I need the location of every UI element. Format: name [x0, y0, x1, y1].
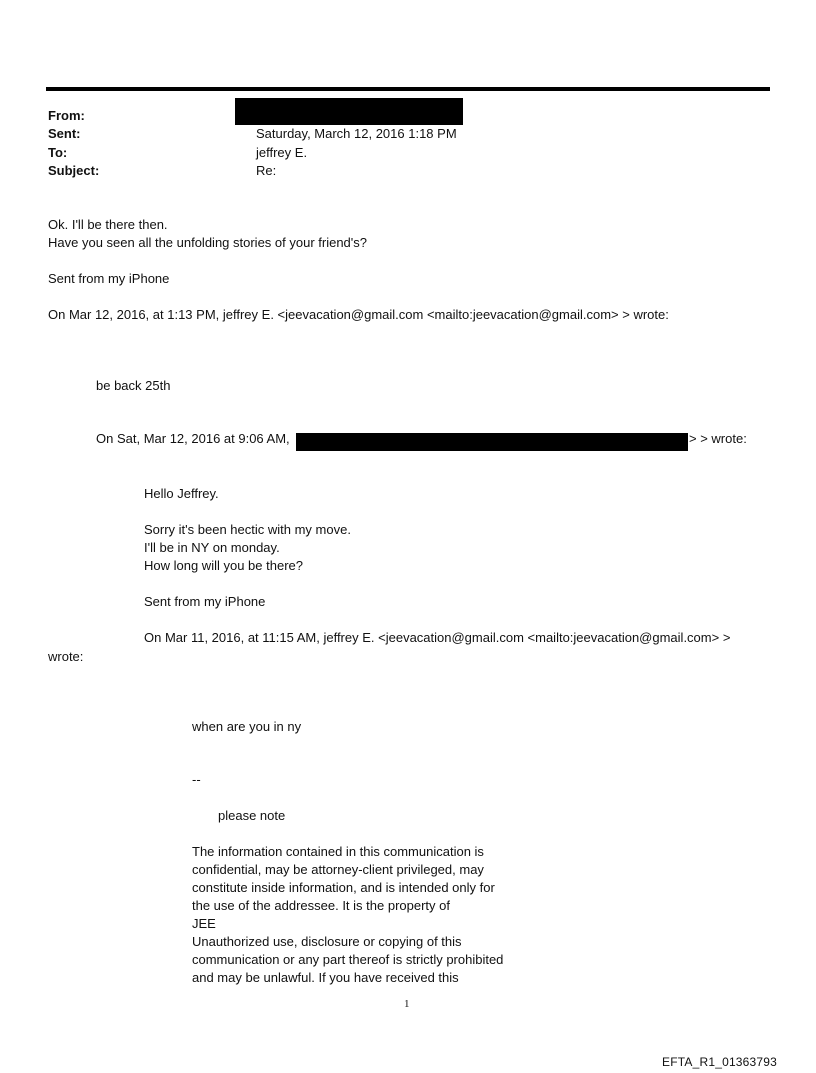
redacted-from	[235, 98, 463, 125]
header-rule	[46, 87, 770, 91]
quote3-text: when are you in ny	[192, 719, 302, 734]
disclaimer-line: communication or any part thereof is strictly prohibited	[192, 952, 504, 967]
page-number: 1	[404, 998, 410, 1010]
to-value: jeffrey E.	[256, 145, 308, 160]
body-line-1: Ok. I'll be there then.	[48, 217, 168, 232]
disclaimer-line: and may be unlawful. If you have received this	[192, 970, 459, 985]
quote2-line-3: How long will you be there?	[144, 558, 303, 573]
quote2-header-end: > > wrote:	[689, 431, 747, 446]
disclaimer-line: confidential, may be attorney-client privileged, may	[192, 862, 484, 877]
subject-value: Re:	[256, 163, 277, 178]
sent-value: Saturday, March 12, 2016 1:18 PM	[256, 126, 457, 141]
quote3-header: On Mar 11, 2016, at 11:15 AM, jeffrey E. <jeevacation@gmail.com <mailto:jeevacation@gmail.com> >	[144, 630, 731, 645]
bates-number: EFTA_R1_01363793	[662, 1055, 778, 1069]
quote1-text: be back 25th	[96, 378, 171, 393]
disclaimer-line: JEE	[192, 916, 216, 931]
quote2-header-start: On Sat, Mar 12, 2016 at 9:06 AM,	[96, 431, 290, 446]
sent-label: Sent:	[48, 126, 81, 141]
disclaimer-line: The information contained in this communication is	[192, 844, 484, 859]
quote2-hello: Hello Jeffrey.	[144, 486, 219, 501]
subject-label: Subject:	[48, 163, 100, 178]
quote2-line-2: I'll be in NY on monday.	[144, 540, 280, 555]
quote3-note: please note	[218, 808, 286, 823]
from-label: From:	[48, 108, 85, 123]
to-label: To:	[48, 145, 68, 160]
quote2-line-1: Sorry it's been hectic with my move.	[144, 522, 351, 537]
signature-1: Sent from my iPhone	[48, 271, 170, 286]
quote1-header: On Mar 12, 2016, at 1:13 PM, jeffrey E. <jeevacation@gmail.com <mailto:jeevacation@gmail.com> > wrote:	[48, 307, 669, 322]
disclaimer-line: Unauthorized use, disclosure or copying of this	[192, 934, 462, 949]
disclaimer-line: constitute inside information, and is intended only for	[192, 880, 495, 895]
quote3-wrote: wrote:	[48, 649, 84, 664]
disclaimer-line: the use of the addressee. It is the property of	[192, 898, 450, 913]
quote3-dashes: --	[192, 772, 201, 787]
body-line-2: Have you seen all the unfolding stories of your friend's?	[48, 235, 368, 250]
redacted-sender	[296, 433, 688, 451]
quote2-signature: Sent from my iPhone	[144, 594, 266, 609]
